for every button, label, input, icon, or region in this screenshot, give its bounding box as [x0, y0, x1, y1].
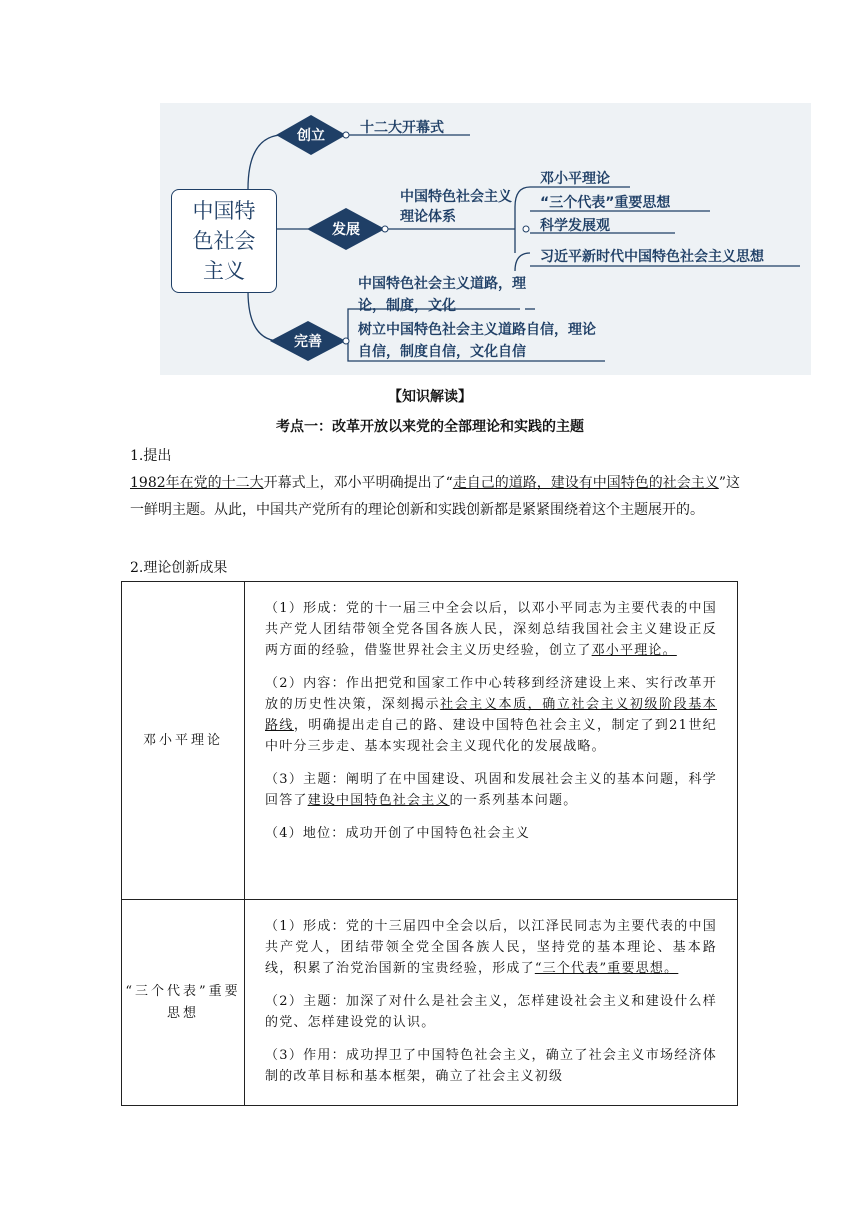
node-wanshan: 完善 [294, 334, 322, 350]
branch-wanshan-2: 树立中国特色社会主义道路自信，理论自信，制度自信，文化自信 [358, 322, 596, 360]
row1-p1-text: （1）形成：党的十一届三中全会以后，以邓小平同志为主要代表的中国共产党人团结带领全党各国各族人民，深刻总结我国社会主义建设正反两方面的经验，借鉴世界社会主义历史经验，创立了 [265, 601, 717, 658]
row1-p1 [265, 598, 717, 661]
section-title: 【知识解读】 [388, 389, 472, 405]
row1-p2-text-a: （2）内容：作出把党和国家工作中心转移到经济建设上来、实行改革开放的历史性决策，深刻揭示 [265, 676, 717, 712]
s1-paragraph [130, 470, 740, 524]
theory-table [121, 581, 738, 1106]
fazhan-item-4: 习近平新时代中国特色社会主义思想 [540, 249, 764, 265]
s2-heading: 2.理论创新成果 [130, 560, 228, 576]
branch-wanshan-1: 中国特色社会主义道路，理论，制度，文化 [358, 276, 526, 314]
fazhan-item-3: 科学发展观 [540, 218, 610, 234]
row1-p4: （4）地位：成功开创了中国特色社会主义 [265, 826, 531, 841]
row1-p3-text-c: 的一系列基本问题。 [449, 793, 578, 808]
s1-text-b: 开幕式上，邓小平明确提出了“ [263, 475, 453, 491]
row1-p3-text-a: （3）主题：阐明了在中国建设、巩固和发展社会主义的基本问题，科学回答了 [265, 772, 717, 808]
node-fazhan: 发展 [332, 222, 360, 238]
row2-label: “三个代表”重要思想 [122, 900, 245, 1106]
row2-p1-text: （1）形成：党的十三届四中全会以后，以江泽民同志为主要代表的中国共产党人，团结带领全党全国各族人民，坚持党的基本理论、基本路线，积累了治党治国新的宝贵经验，形成了 [265, 919, 717, 976]
s1-underline-a: 1982年在党的十二大 [130, 475, 264, 491]
table-row [122, 900, 738, 1106]
row2-content [245, 900, 738, 1106]
row2-p1 [265, 916, 717, 979]
branch-fazhan: 中国特色社会主义理论体系 [400, 189, 512, 225]
mind-map [160, 103, 811, 375]
row1-p2-underline: 社会主义本质，确立社会主义初级阶段基本路线 [265, 697, 717, 733]
branch-chuangli: 十二大开幕式 [360, 120, 444, 136]
topic-title: 考点一：改革开放以来党的全部理论和实践的主题 [276, 419, 584, 435]
fazhan-item-1: 邓小平理论 [540, 171, 610, 187]
row1-label: 邓小平理论 [122, 582, 245, 900]
s1-text-d: ”这一鲜明主题。从此，中国共产党所有的理论创新和实践创新都是紧紧围绕着这个主题展开的。 [130, 475, 740, 518]
row1-p2 [265, 673, 717, 757]
row1-p2-text-c: ，明确提出走自己的路、建设中国特色社会主义，制定了到21世纪中叶分三步走、基本实现社会主义现代化的发展战略。 [265, 718, 717, 754]
table-row [122, 582, 738, 900]
mind-map-center: 中国特色社会主义 [171, 189, 277, 293]
s1-heading: 1.提出 [130, 448, 172, 464]
row1-content [245, 582, 738, 900]
fazhan-item-2: “三个代表”重要思想 [540, 195, 671, 211]
node-chuangli: 创立 [297, 128, 325, 144]
row2-p1-underline: “三个代表”重要思想。 [534, 961, 679, 976]
row1-p3-underline: 建设中国特色社会主义 [307, 793, 450, 808]
row2-p3: （3）作用：成功捍卫了中国特色社会主义，确立了社会主义市场经济体制的改革目标和基本框架，确立了社会主义初级 [265, 1048, 717, 1084]
row1-p1-underline: 邓小平理论。 [591, 643, 677, 658]
row2-p2: （2）主题：加深了对什么是社会主义，怎样建设社会主义和建设什么样的党、怎样建设党的认识。 [265, 994, 717, 1030]
row1-p3 [265, 769, 717, 811]
s1-underline-c: 走自己的道路，建设有中国特色的社会主义 [452, 475, 719, 491]
